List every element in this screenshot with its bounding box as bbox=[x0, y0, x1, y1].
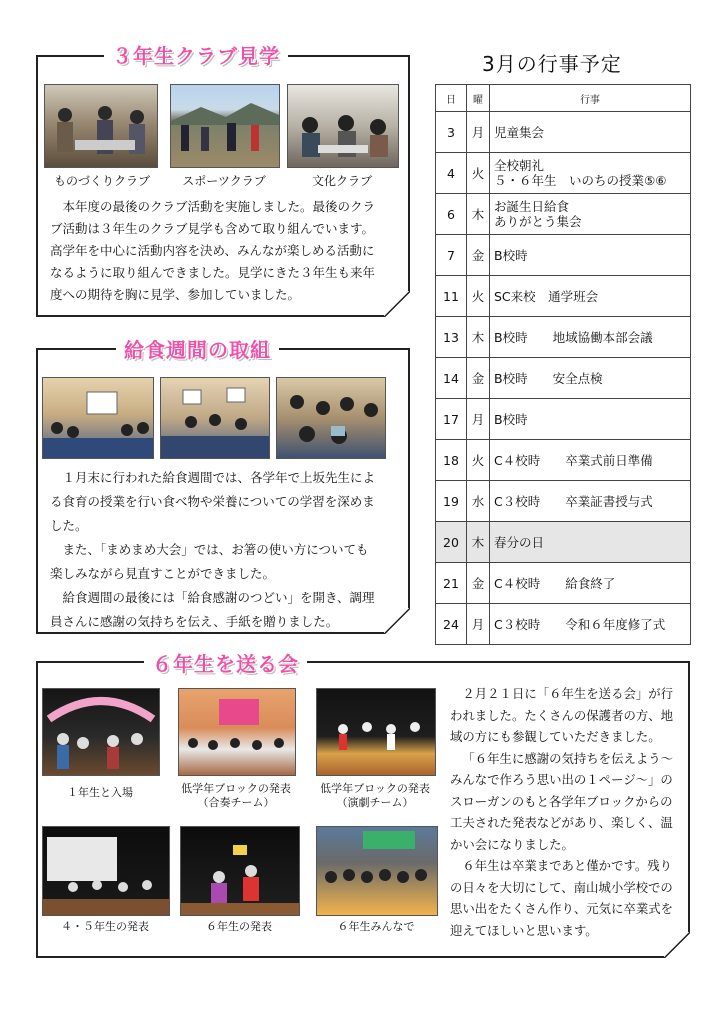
schedule-title: 3月の行事予定 bbox=[482, 52, 622, 76]
schedule-event: C３校時 卒業証書授与式 bbox=[490, 481, 691, 522]
club-photo-culture bbox=[287, 84, 399, 168]
schedule-row bbox=[436, 440, 691, 481]
schedule-dow: 木 bbox=[467, 522, 490, 563]
schedule-day: 21 bbox=[436, 563, 467, 604]
schedule-row bbox=[436, 276, 691, 317]
people-figures bbox=[43, 827, 169, 915]
schedule-row bbox=[436, 235, 691, 276]
schedule-dow: 月 bbox=[467, 604, 490, 645]
farewell-title: ６年生を送る会 bbox=[144, 648, 307, 677]
club-caption-sports: スポーツクラブ bbox=[182, 174, 266, 188]
farewell-photo-grade6 bbox=[180, 826, 300, 916]
schedule-event: C４校時 卒業式前日準備 bbox=[490, 440, 691, 481]
schedule-event: C３校時 令和６年度修了式 bbox=[490, 604, 691, 645]
schedule-row bbox=[436, 522, 691, 563]
people-figures bbox=[179, 689, 295, 775]
schedule-event: B校時 bbox=[490, 235, 691, 276]
club-paragraph: 本年度の最後のクラブ活動を実施しました。最後のクラブ活動は３年生のクラブ見学も含めて取り組んでいます。高学年を中心に活動内容を決め、みんなが楽しめる活動になるように取り組んできました。見学にきた３年生も来年度への期待を胸に見学、参加していました。 bbox=[50, 199, 376, 302]
club-title: ３年生クラブ見学 bbox=[104, 40, 288, 69]
schedule-dow: 木 bbox=[467, 317, 490, 358]
schedule-event: 児童集会 bbox=[490, 112, 691, 153]
schedule-day: 11 bbox=[436, 276, 467, 317]
schedule-event: C４校時 給食終了 bbox=[490, 563, 691, 604]
header-event: 行事 bbox=[490, 85, 691, 112]
farewell-paragraph-1: ２月２１日に「６年生を送る会」が行われました。たくさんの保護者の方、地域の方にも参観していただきました。 bbox=[450, 686, 674, 744]
farewell-caption-all6: ６年生みんなで bbox=[337, 920, 415, 933]
schedule-row bbox=[436, 153, 691, 194]
schedule-dow: 月 bbox=[467, 112, 490, 153]
club-photo-sports bbox=[170, 84, 280, 168]
schedule-day: 4 bbox=[436, 153, 467, 194]
schedule-dow: 水 bbox=[467, 481, 490, 522]
schedule-event: SC来校 通学班会 bbox=[490, 276, 691, 317]
lunch-photo-1 bbox=[42, 377, 154, 459]
schedule-dow: 木 bbox=[467, 194, 490, 235]
people-figures bbox=[171, 85, 279, 167]
schedule-dow: 火 bbox=[467, 276, 490, 317]
schedule-event: お誕生日給食 ありがとう集会 bbox=[490, 194, 691, 235]
lunch-text bbox=[50, 466, 380, 634]
schedule-dow: 金 bbox=[467, 563, 490, 604]
schedule-row bbox=[436, 563, 691, 604]
schedule-day: 7 bbox=[436, 235, 467, 276]
schedule-day: 13 bbox=[436, 317, 467, 358]
schedule-day: 20 bbox=[436, 522, 467, 563]
people-figures bbox=[288, 85, 398, 167]
lunch-title: 給食週間の取組 bbox=[116, 334, 279, 363]
schedule-row bbox=[436, 112, 691, 153]
page-curl bbox=[384, 291, 410, 317]
schedule-event: B校時 安全点検 bbox=[490, 358, 691, 399]
schedule-event: B校時 地域協働本部会議 bbox=[490, 317, 691, 358]
farewell-paragraph-2: 「６年生に感謝の気持ちを伝えよう〜みんなで作ろう思い出の１ページ〜」のスローガンのもと各学年ブロックからの工夫された発表などがあり、楽しく、温かい会になりました。 bbox=[450, 750, 674, 852]
people-figures bbox=[43, 689, 159, 775]
people-figures bbox=[161, 378, 269, 458]
farewell-caption-drama: 低学年ブロックの発表 （演劇チーム） bbox=[320, 782, 430, 809]
lunch-paragraph-2: また、「まめまめ大会」では、お箸の使い方についても楽しみながら見直すことができました。 bbox=[50, 542, 369, 581]
schedule-day: 14 bbox=[436, 358, 467, 399]
schedule-day: 17 bbox=[436, 399, 467, 440]
farewell-caption-grade45: ４・５年生の発表 bbox=[61, 920, 149, 933]
schedule-header-row bbox=[436, 85, 691, 112]
schedule-row bbox=[436, 604, 691, 645]
schedule-event: 春分の日 bbox=[490, 522, 691, 563]
schedule-row bbox=[436, 481, 691, 522]
lunch-photo-2 bbox=[160, 377, 270, 459]
lunch-paragraph-3: 給食週間の最後には「給食感謝のつどい」を開き、調理員さんに感謝の気持ちを伝え、手紙を贈りました。 bbox=[50, 590, 375, 629]
farewell-paragraph-3: ６年生は卒業まであと僅かです。残りの日々を大切にして、南山城小学校での思い出をたくさん作り、元気に卒業式を迎えてほしいと思います。 bbox=[450, 858, 674, 938]
people-figures bbox=[43, 378, 153, 458]
schedule-dow: 金 bbox=[467, 235, 490, 276]
lunch-photo-3 bbox=[276, 377, 386, 459]
schedule-day: 18 bbox=[436, 440, 467, 481]
schedule-row bbox=[436, 317, 691, 358]
farewell-photo-grade45 bbox=[42, 826, 170, 916]
farewell-caption-ensemble: 低学年ブロックの発表 （合奏チーム） bbox=[181, 782, 291, 809]
people-figures bbox=[277, 378, 385, 458]
people-figures bbox=[181, 827, 299, 915]
schedule-row bbox=[436, 358, 691, 399]
schedule-day: 19 bbox=[436, 481, 467, 522]
club-text bbox=[50, 196, 386, 306]
farewell-photo-drama bbox=[316, 688, 436, 776]
schedule-dow: 金 bbox=[467, 358, 490, 399]
header-dow: 曜 bbox=[467, 85, 490, 112]
people-figures bbox=[317, 689, 435, 775]
farewell-photo-all6 bbox=[316, 826, 438, 916]
schedule-dow: 月 bbox=[467, 399, 490, 440]
people-figures bbox=[317, 827, 437, 915]
schedule-table bbox=[435, 84, 691, 645]
schedule-row bbox=[436, 194, 691, 235]
schedule-dow: 火 bbox=[467, 153, 490, 194]
farewell-caption-grade6: ６年生の発表 bbox=[206, 920, 272, 933]
lunch-paragraph-1: １月末に行われた給食週間では、各学年で上坂先生による食育の授業を行い食べ物や栄養についての学習を深めました。 bbox=[50, 470, 376, 533]
club-caption-crafts: ものづくりクラブ bbox=[53, 174, 150, 188]
schedule-day: 3 bbox=[436, 112, 467, 153]
schedule-body bbox=[436, 112, 691, 645]
schedule-event: B校時 bbox=[490, 399, 691, 440]
farewell-text bbox=[450, 683, 676, 941]
farewell-photo-ensemble bbox=[178, 688, 296, 776]
farewell-caption-entrance: １年生と入場 bbox=[67, 786, 133, 799]
people-figures bbox=[45, 85, 157, 167]
schedule-day: 24 bbox=[436, 604, 467, 645]
schedule-dow: 火 bbox=[467, 440, 490, 481]
header-day: 日 bbox=[436, 85, 467, 112]
farewell-photo-entrance bbox=[42, 688, 160, 776]
schedule-day: 6 bbox=[436, 194, 467, 235]
schedule-event: 全校朝礼 ５・６年生 いのちの授業⑤⑥ bbox=[490, 153, 691, 194]
club-photo-crafts bbox=[44, 84, 158, 168]
schedule-row bbox=[436, 399, 691, 440]
club-caption-culture: 文化クラブ bbox=[311, 174, 372, 188]
page-curl bbox=[384, 608, 410, 634]
